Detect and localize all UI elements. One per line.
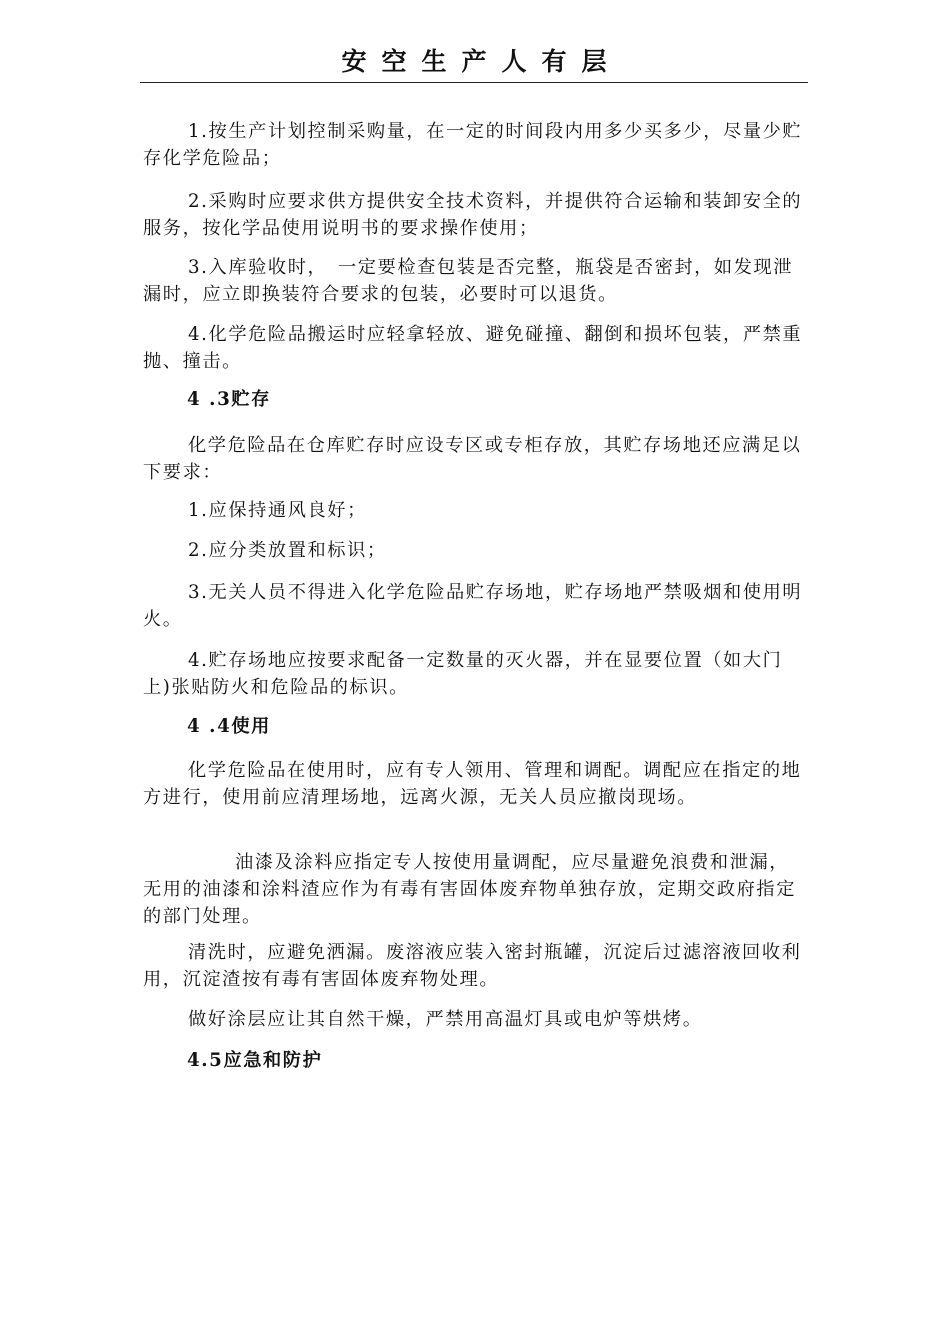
- storage-item-2: 2.应分类放置和标识；: [188, 540, 387, 561]
- section-heading-storage: 4 .3贮存: [187, 389, 271, 410]
- purchase-item-4: 4.化学危险品搬运时应轻拿轻放、避免碰撞、翻倒和损坏包装，严禁重抛、撞击。: [143, 324, 803, 372]
- usage-para-1: 化学危险品在使用时，应有专人领用、管理和调配。调配应在指定的地方进行，使用前应清理场地，远离火源，无关人员应撤岗现场。: [143, 760, 802, 808]
- page-header: [140, 42, 808, 83]
- storage-item-1: 1.应保持通风良好；: [188, 500, 367, 521]
- storage-intro: 化学危险品在仓库贮存时应设专区或专柜存放，其贮存场地还应满足以下要求：: [143, 435, 802, 483]
- storage-item-3: 3.无关人员不得进入化学危险品贮存场地，贮存场地严禁吸烟和使用明火。: [143, 582, 803, 630]
- purchase-item-2: 2.采购时应要求供方提供安全技术资料，并提供符合运输和装卸安全的服务，按化学品使用说明书的要求操作使用；: [143, 191, 803, 239]
- usage-para-4: 做好涂层应让其自然干燥，严禁用高温灯具或电炉等烘烤。: [188, 1009, 703, 1030]
- page-title: 安空生产人有层: [341, 47, 622, 76]
- section-heading-usage: 4 .4使用: [187, 716, 271, 737]
- purchase-item-1: 1.按生产计划控制采购量，在一定的时间段内用多少买多少，尽量少贮存化学危险品；: [143, 121, 803, 169]
- storage-item-4: 4.贮存场地应按要求配备一定数量的灭火器，并在显要位置（如大门上)张贴防火和危险品的标识。: [143, 650, 783, 698]
- usage-para-2: 油漆及涂料应指定专人按使用量调配，应尽量避免浪费和泄漏，无用的油漆和涂料渣应作为有毒有害固体废弃物单独存放，定期交政府指定的部门处理。: [143, 852, 796, 927]
- purchase-item-3: 3.入库验收时， 一定要检查包装是否完整，瓶袋是否密封，如发现泄漏时，应立即换装符合要求的包装，必要时可以退货。: [143, 257, 794, 305]
- usage-para-3: 清洗时，应避免洒漏。废溶液应装入密封瓶罐，沉淀后过滤溶液回收利用，沉淀渣按有毒有害固体废弃物处理。: [143, 942, 802, 990]
- section-heading-emergency: 4.5应急和防护: [187, 1050, 323, 1071]
